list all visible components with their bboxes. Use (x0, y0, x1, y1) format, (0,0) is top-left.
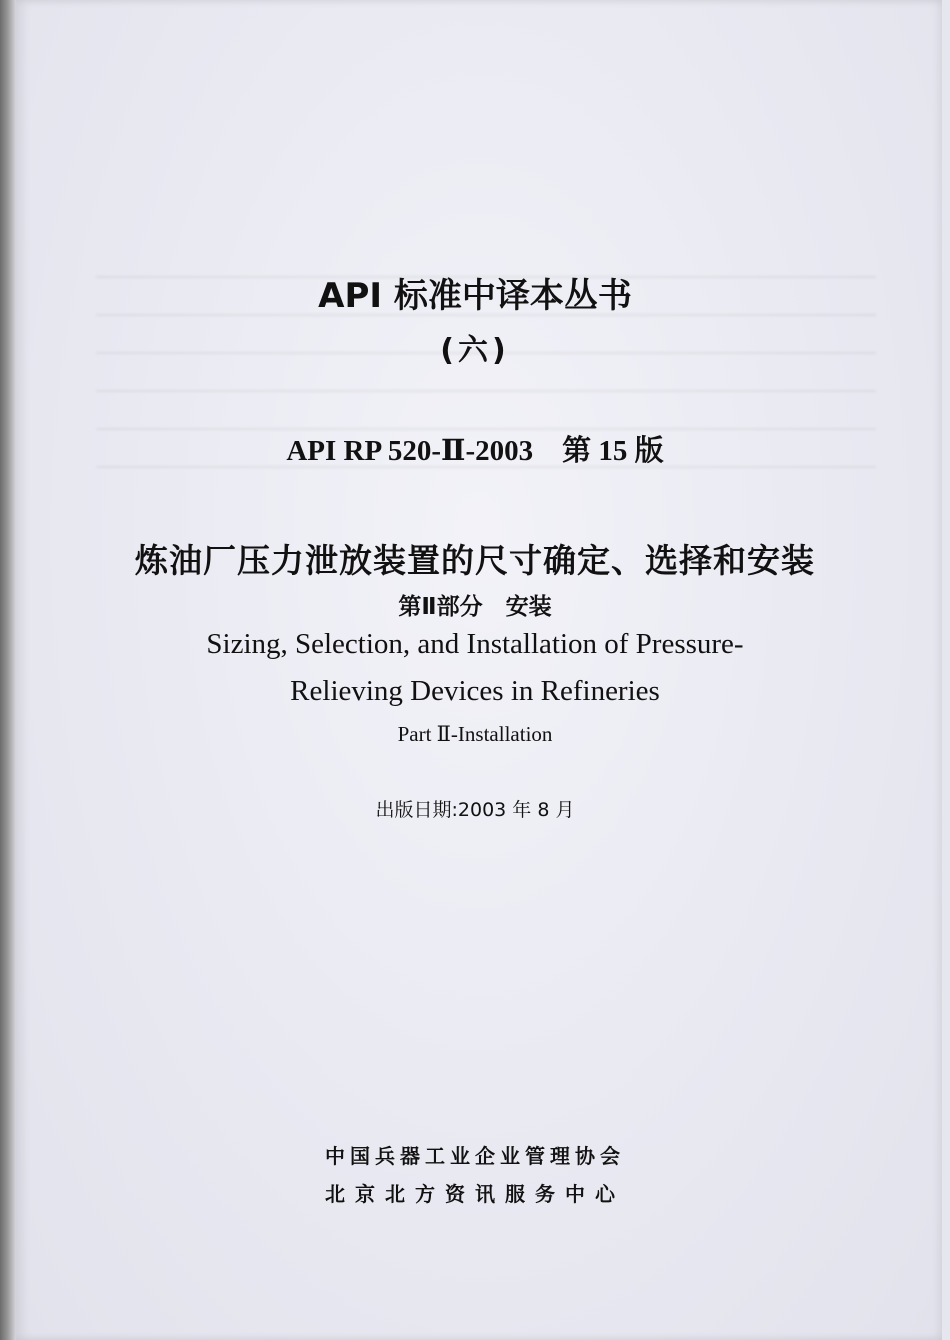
publication-date: 出版日期:2003 年 8 月 (375, 799, 575, 821)
document-title-chinese: 炼油厂压力泄放装置的尺寸确定、选择和安装 (135, 541, 815, 580)
document-title-english-line2: Relieving Devices in Refineries (290, 675, 660, 707)
part-title-chinese: 第Ⅱ部分 安装 (398, 594, 552, 620)
standard-id: API RP 520-Ⅱ-2003 第 15 版 (286, 435, 664, 467)
document-title-english-line1: Sizing, Selection, and Installation of Pressure- (206, 628, 744, 660)
publisher-organization-1: 中国兵器工业企业管理协会 (325, 1144, 625, 1168)
publisher-organization-2: 北京北方资讯服务中心 (325, 1182, 625, 1206)
document-page (16, 0, 942, 1340)
part-title-english: Part Ⅱ-Installation (397, 722, 553, 746)
series-title: API 标准中译本丛书 (318, 276, 632, 316)
series-volume: (六) (440, 333, 510, 368)
